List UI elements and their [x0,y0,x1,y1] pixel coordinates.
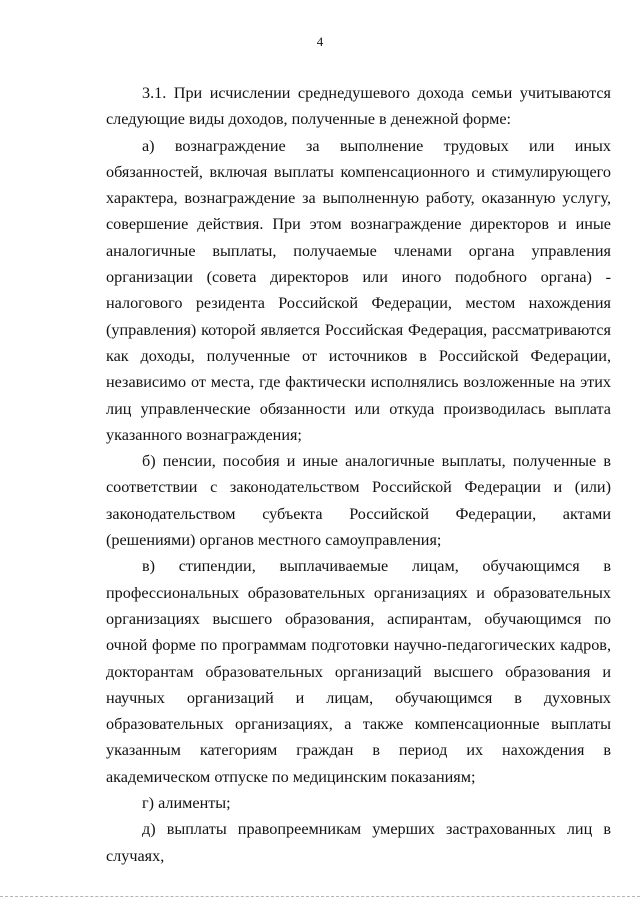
document-body [106,80,611,869]
paragraph-item-d: д) выплаты правопреемникам умерших застрахованных лиц в случаях, [106,820,611,865]
page-bottom-divider [0,896,640,897]
paragraph-item-v: в) стипендии, выплачиваемые лицам, обучающимся в профессиональных образовательных организациях и образовательных организациях высшего образования, аспирантам, обучающимся по очной форме по программам подготовки научно-педагогических кадров, докторантам образовательных организаций высшего образования и научных организаций и лицам, обучающимся в духовных образовательных организациях, а также компенсационные выплаты указанным категориям граждан в период их нахождения в академическом отпуске по медицинским показаниям; [106,557,611,786]
page-number: 4 [316,34,324,49]
paragraph-item-b: б) пенсии, пособия и иные аналогичные выплаты, полученные в соответствии с законодательством Российской Федерации и (или) законодательством субъекта Российской Федерации, актами (решениями) органов местного самоуправления; [106,452,611,550]
paragraph-intro: 3.1. При исчислении среднедушевого дохода семьи учитываются следующие виды доходов, полученные в денежной форме: [106,84,611,129]
paragraph-item-g: г) алименты; [142,794,231,813]
paragraph-item-a: а) вознаграждение за выполнение трудовых или иных обязанностей, включая выплаты компенсационного и стимулирующего характера, вознаграждение за выполненную работу, оказанную услугу, совершение действия. При этом вознаграждение директоров и иные аналогичные выплаты, получаемые членами органа управления организации (совета директоров или иного подобного органа) - налогового резидента Российской Федерации, местом нахождения (управления) которой является Российская Федерация, рассматриваются как доходы, полученные от источников в Российской Федерации, независимо от места, где фактически исполнялись возложенные на этих лиц управленческие обязанности или откуда производилась выплата указанного вознаграждения; [106,136,611,444]
